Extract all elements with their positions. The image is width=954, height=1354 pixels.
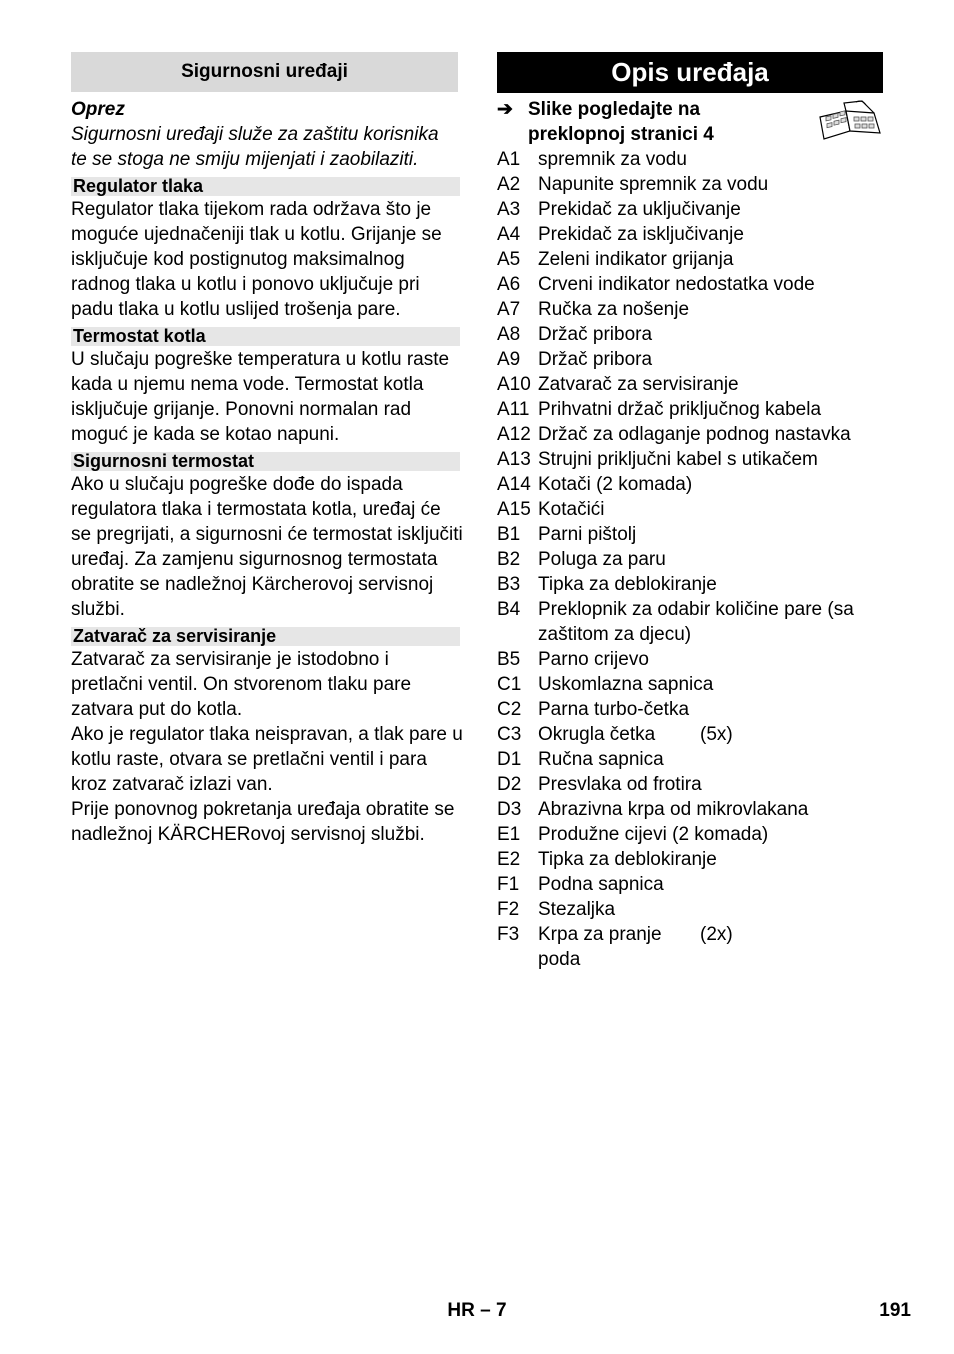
parts-list xyxy=(497,147,887,972)
subheading-safety-thermostat: Sigurnosni termostat xyxy=(71,452,460,471)
item-code: A6 xyxy=(497,274,521,295)
list-item xyxy=(497,772,887,797)
item-code: A11 xyxy=(497,399,530,420)
item-label: Podna sapnica xyxy=(538,874,664,895)
paragraph-boiler-thermostat: U slučaju pogreške temperatura u kotlu raste kada u njemu nema vode. Termostat kotla isključuje grijanje. Ponovni normalan rad moguć je kada se kotao napuni. xyxy=(71,349,450,445)
item-label: Napunite spremnik za vodu xyxy=(538,174,769,195)
item-code: A3 xyxy=(497,199,521,220)
list-item xyxy=(497,872,887,897)
item-label: Prihvatni držač priključnog kabela xyxy=(538,399,822,420)
item-code: E2 xyxy=(497,849,521,870)
item-label: Tipka za deblokiranje xyxy=(538,849,717,870)
item-code: B2 xyxy=(497,549,521,570)
list-item xyxy=(497,347,887,372)
item-code: D3 xyxy=(497,799,522,820)
list-item xyxy=(497,822,887,847)
book-icon xyxy=(816,99,884,141)
list-item xyxy=(497,847,887,872)
list-item xyxy=(497,722,887,747)
list-item xyxy=(497,147,887,172)
item-code: C3 xyxy=(497,724,522,745)
list-item xyxy=(497,372,887,397)
item-label: Ručka za nošenje xyxy=(538,299,690,320)
list-item xyxy=(497,297,887,322)
item-label: Stezaljka xyxy=(538,899,616,920)
item-label: Držač pribora xyxy=(538,324,653,345)
item-code: B4 xyxy=(497,599,521,620)
list-item xyxy=(497,522,887,547)
item-label: Parni pištolj xyxy=(538,524,637,545)
list-item xyxy=(497,272,887,297)
item-label: Držač za odlaganje podnog nastavka xyxy=(538,424,851,445)
item-code: A2 xyxy=(497,174,521,195)
list-item xyxy=(497,572,887,597)
list-item xyxy=(497,697,887,722)
subheading-pressure-regulator: Regulator tlaka xyxy=(71,177,460,196)
item-code: D1 xyxy=(497,749,522,770)
item-quantity: (2x) xyxy=(700,924,733,945)
item-label: Zatvarač za servisiranje xyxy=(538,374,739,395)
item-label: Parno crijevo xyxy=(538,649,649,670)
item-code: B3 xyxy=(497,574,521,595)
list-item xyxy=(497,747,887,772)
item-code: C1 xyxy=(497,674,522,695)
list-item xyxy=(497,797,887,822)
item-label: Prekidač za uključivanje xyxy=(538,199,741,220)
list-item xyxy=(497,422,887,447)
item-label: Uskomlazna sapnica xyxy=(538,674,714,695)
item-code: A14 xyxy=(497,474,531,495)
item-code: A7 xyxy=(497,299,521,320)
list-item xyxy=(497,447,887,472)
item-code: B5 xyxy=(497,649,521,670)
paragraph-service-closure-2: Ako je regulator tlaka neispravan, a tlak pare u kotlu raste, otvara se pretlačni ventil i para kroz zatvarač izlazi van. xyxy=(71,724,463,795)
item-label: Kotači (2 komada) xyxy=(538,474,693,495)
item-code: A4 xyxy=(497,224,521,245)
item-code: E1 xyxy=(497,824,521,845)
list-item xyxy=(497,922,887,972)
item-label: Presvlaka od frotira xyxy=(538,774,702,795)
subheading-service-closure: Zatvarač za servisiranje xyxy=(71,627,460,646)
item-label: Ručna sapnica xyxy=(538,749,664,770)
item-code: B1 xyxy=(497,524,521,545)
item-label: Preklopnik za odabir količine pare (sa zaštitom za djecu) xyxy=(538,599,854,645)
arrow-right-icon: ➔ xyxy=(497,99,513,120)
caution-title: Oprez xyxy=(71,99,125,120)
item-label: Poluga za paru xyxy=(538,549,666,570)
list-item xyxy=(497,222,887,247)
item-code: F2 xyxy=(497,899,520,920)
list-item xyxy=(497,647,887,672)
list-item xyxy=(497,322,887,347)
list-item xyxy=(497,247,887,272)
list-item xyxy=(497,672,887,697)
item-code: C2 xyxy=(497,699,522,720)
item-quantity: (5x) xyxy=(700,724,733,745)
paragraph-pressure-regulator: Regulator tlaka tijekom rada održava što je moguće ujednačeniji tlak u kotlu. Grijanje se isključuje kod postignutog maksimalnog radnog tlaka u kotlu i ponovo uključuje pri padu tlaka u kotlu uslijed trošenja pare. xyxy=(71,199,442,320)
list-item xyxy=(497,172,887,197)
list-item xyxy=(497,547,887,572)
list-item xyxy=(497,597,887,647)
item-code: A8 xyxy=(497,324,521,345)
list-item xyxy=(497,497,887,522)
item-label: Tipka za deblokiranje xyxy=(538,574,717,595)
page-section-code: HR – 7 xyxy=(447,1300,507,1321)
item-label: Abrazivna krpa od mikrovlakana xyxy=(538,799,809,820)
item-label: Prekidač za isključivanje xyxy=(538,224,744,245)
item-code: A12 xyxy=(497,424,531,445)
item-label: Parna turbo-četka xyxy=(538,699,690,720)
subheading-boiler-thermostat: Termostat kotla xyxy=(71,327,460,346)
item-label: Držač pribora xyxy=(538,349,653,370)
list-item xyxy=(497,472,887,497)
paragraph-service-closure-3: Prije ponovnog pokretanja uređaja obratite se nadležnoj KÄRCHERovoj servisnoj službi. xyxy=(71,799,455,845)
item-code: A5 xyxy=(497,249,521,270)
list-item xyxy=(497,397,887,422)
caution-text: Sigurnosni uređaji služe za zaštitu korisnika te se stoga ne smiju mijenjati i zaobilaziti. xyxy=(71,124,439,170)
list-item xyxy=(497,197,887,222)
section-title-device-description: Opis uređaja xyxy=(497,52,883,93)
item-label: Crveni indikator nedostatka vode xyxy=(538,274,815,295)
item-code: A9 xyxy=(497,349,521,370)
item-code: D2 xyxy=(497,774,522,795)
item-label: Produžne cijevi (2 komada) xyxy=(538,824,769,845)
item-code: A15 xyxy=(497,499,531,520)
item-code: F3 xyxy=(497,924,520,945)
item-label: Kotačići xyxy=(538,499,605,520)
item-code: A1 xyxy=(497,149,521,170)
item-code: A10 xyxy=(497,374,531,395)
item-code: A13 xyxy=(497,449,531,470)
figure-reference-text: Slike pogledajte na preklopnoj stranici 4 xyxy=(528,99,714,145)
section-title-safety-devices: Sigurnosni uređaji xyxy=(71,52,458,92)
paragraph-safety-thermostat: Ako u slučaju pogreške dođe do ispada regulatora tlaka i termostata kotla, uređaj će se pregrijati, a sigurnosni će termostat isključiti uređaj. Za zamjenu sigurnosnog termostata obratite se nadležnoj Kärcherovoj servisnoj službi. xyxy=(71,474,463,620)
item-code: F1 xyxy=(497,874,520,895)
item-label: Krpa za pranje poda xyxy=(538,924,662,970)
paragraph-service-closure-1: Zatvarač za servisiranje je istodobno i pretlačni ventil. On stvorenom tlaku pare zatvara put do kotla. xyxy=(71,649,412,720)
item-label: Strujni priključni kabel s utikačem xyxy=(538,449,818,470)
page-number: 191 xyxy=(879,1300,911,1321)
item-label: Zeleni indikator grijanja xyxy=(538,249,734,270)
item-label: Okrugla četka xyxy=(538,724,656,745)
list-item xyxy=(497,897,887,922)
item-label: spremnik za vodu xyxy=(538,149,687,170)
